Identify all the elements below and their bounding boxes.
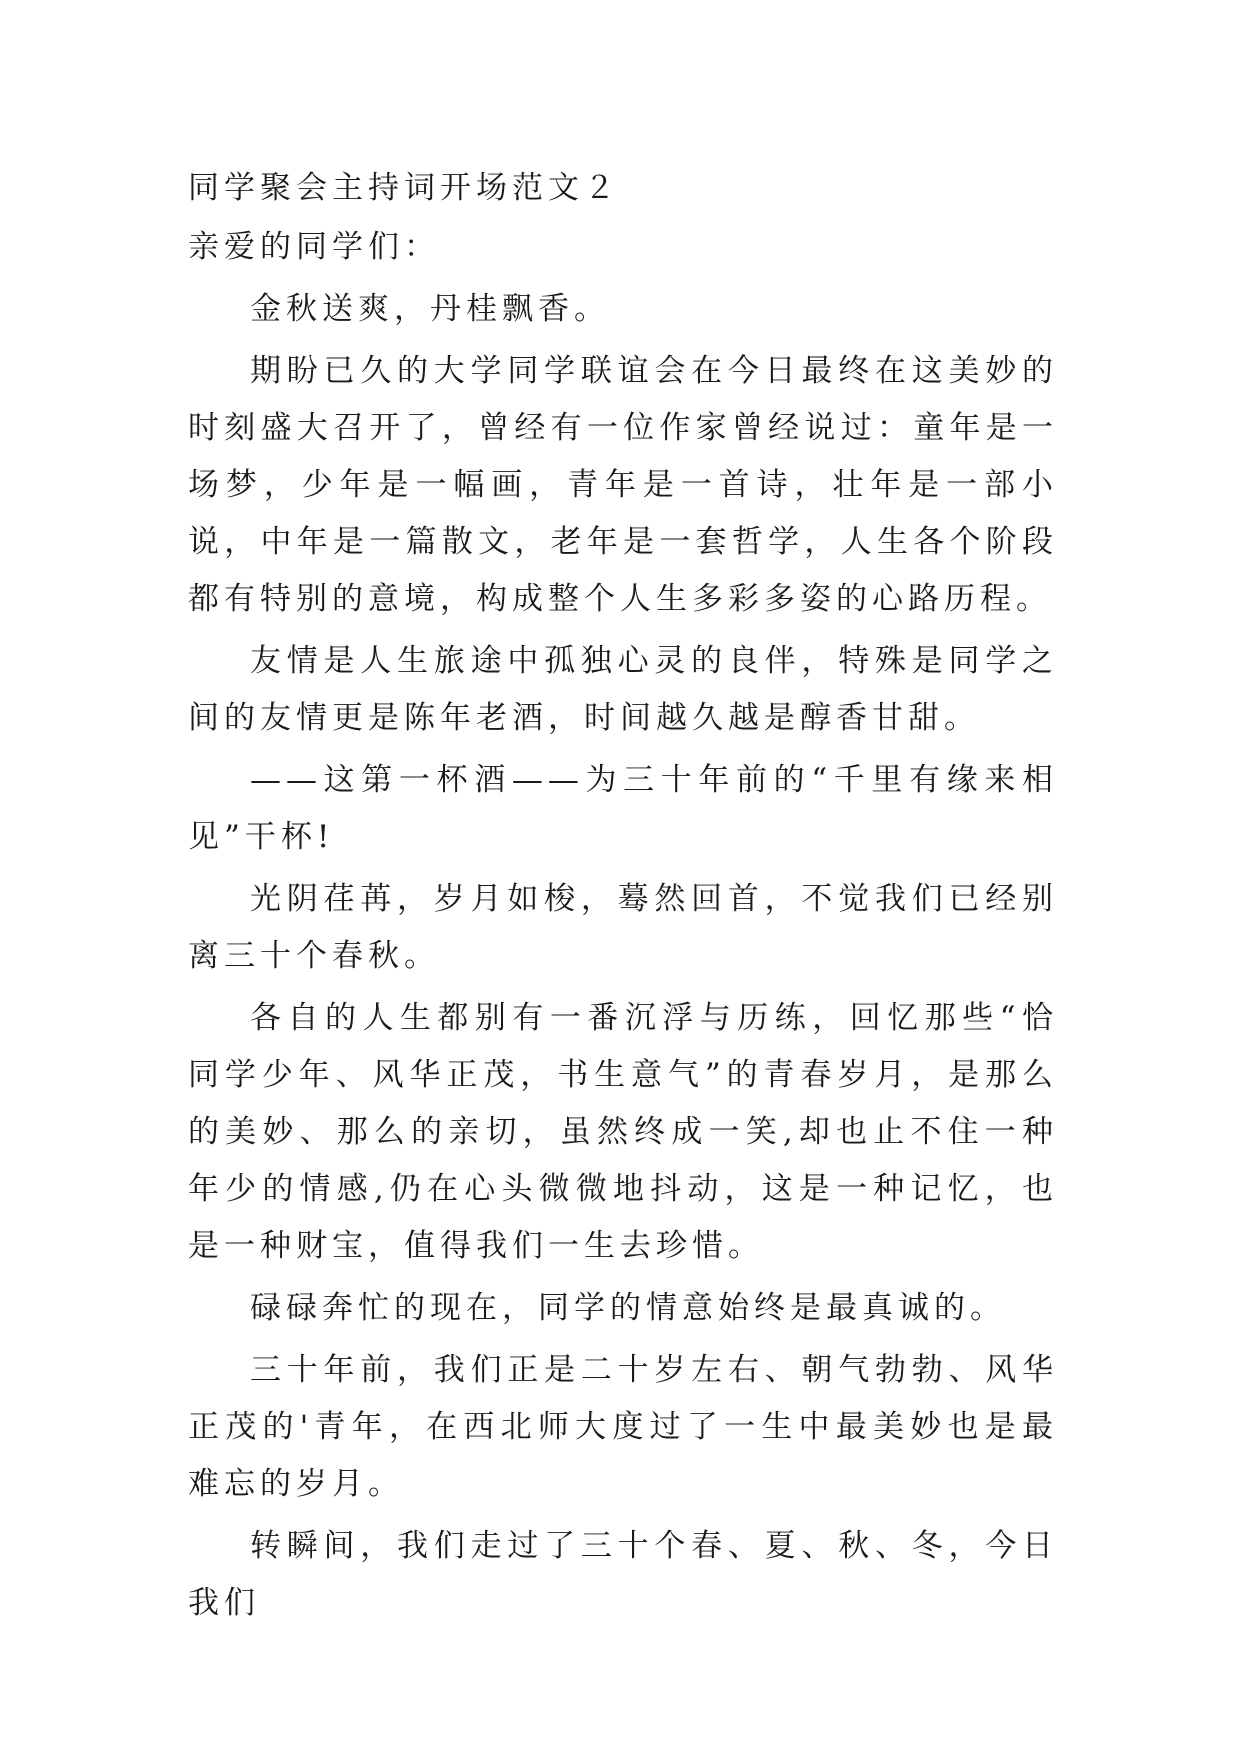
paragraph: 金秋送爽，丹桂飘香。 [250, 291, 610, 327]
paragraph: ——这第一杯酒——为三十年前的“千里有缘来相见”干杯! [188, 762, 1058, 855]
paragraph: 转瞬间，我们走过了三十个春、夏、秋、冬，今日我们 [188, 1528, 1058, 1621]
paragraph: 各自的人生都别有一番沉浮与历练，回忆那些“恰同学少年、风华正茂，书生意气”的青春岁月，是那么的美妙、那么的亲切，虽然终成一笑,却也止不住一种年少的情感,仍在心头微微地抖动，这是一种记忆，也是一种财宝，值得我们一生去珍惜。 [188, 1000, 1058, 1264]
paragraph: 期盼已久的大学同学联谊会在今日最终在这美妙的时刻盛大召开了，曾经有一位作家曾经说过：童年是一场梦，少年是一幅画，青年是一首诗，壮年是一部小说，中年是一篇散文，老年是一套哲学，人生各个阶段都有特别的意境，构成整个人生多彩多姿的心路历程。 [188, 353, 1058, 617]
document-title: 同学聚会主持词开场范文２ [188, 170, 620, 206]
paragraph: 友情是人生旅途中孤独心灵的良伴，特殊是同学之间的友情更是陈年老酒，时间越久越是醇香甘甜。 [188, 643, 1058, 736]
paragraph: 光阴荏苒，岁月如梭，蓦然回首，不觉我们已经别离三十个春秋。 [188, 881, 1058, 974]
paragraph: 碌碌奔忙的现在，同学的情意始终是最真诚的。 [250, 1290, 1006, 1326]
paragraph: 三十年前，我们正是二十岁左右、朝气勃勃、风华正茂的'青年，在西北师大度过了一生中最美妙也是最难忘的岁月。 [188, 1352, 1058, 1502]
document-body [188, 160, 1058, 1637]
salutation: 亲爱的同学们： [188, 229, 440, 265]
